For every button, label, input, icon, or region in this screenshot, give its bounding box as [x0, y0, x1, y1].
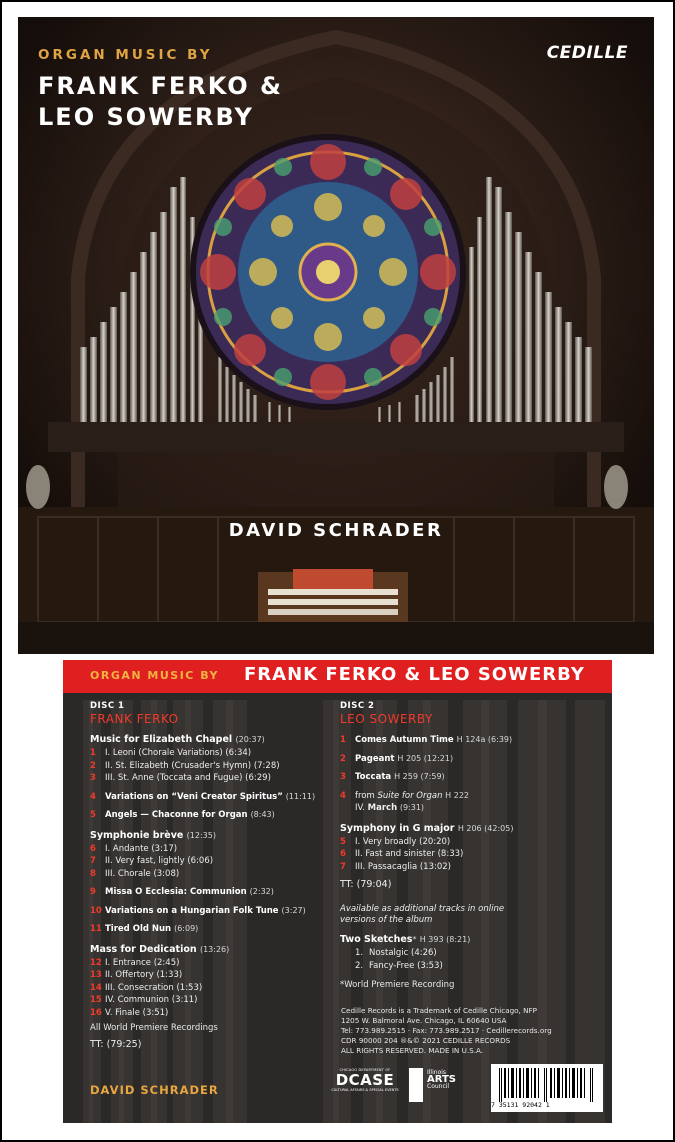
organ-console	[258, 569, 408, 622]
front-composer-line2: LEO SOWERBY	[38, 103, 254, 131]
work-title: Mass for Dedication (13:26)	[90, 943, 230, 955]
disc1-label: DISC 1	[90, 701, 125, 711]
disc1-premiere-note: All World Premiere Recordings	[90, 1023, 218, 1033]
work-title: Symphonie brève (12:35)	[90, 829, 216, 841]
cedille-logo: CEDILLE	[546, 43, 628, 63]
back-banner	[63, 660, 612, 693]
disc1-total-time: TT: (79:25)	[90, 1039, 142, 1050]
track-row: 10 Variations on a Hungarian Folk Tune (3:27)	[90, 905, 306, 916]
track-row: IV. March (9:31)	[355, 803, 425, 813]
back-performer: DAVID SCHRADER	[90, 1083, 219, 1097]
front-performer: DAVID SCHRADER	[228, 520, 444, 541]
track-row: 1 Comes Autumn Time H 124a (6:39)	[340, 735, 513, 745]
banner-series: ORGAN MUSIC BY	[90, 669, 219, 682]
front-series-title: ORGAN MUSIC BY	[38, 47, 213, 63]
track-row: 16 V. Finale (3:51)	[90, 1007, 169, 1018]
barcode-digits: 7 35131 92042 1	[491, 1101, 550, 1109]
track-row: 7 II. Very fast, lightly (6:06)	[90, 856, 214, 866]
extra-tracks-note: Available as additional tracks in online versions of the album	[340, 904, 505, 925]
track-row: 14 III. Consecration (1:53)	[90, 982, 203, 993]
track-row: 7 III. Passacaglia (13:02)	[340, 861, 451, 872]
disc1-composer: FRANK FERKO	[90, 712, 179, 726]
track-row: 5 Angels — Chaconne for Organ (8:43)	[90, 810, 275, 820]
track-row: 1 I. Leoni (Chorale Variations) (6:34)	[90, 748, 252, 758]
track-row: 5 I. Very broadly (20:20)	[340, 836, 451, 847]
disc1-column	[90, 701, 330, 1050]
track-row: 4 from Suite for Organ H 222	[340, 790, 469, 801]
track-row: 15 IV. Communion (3:11)	[90, 995, 198, 1005]
back-cover	[63, 660, 612, 1123]
track-row: 3 Toccata H 259 (7:59)	[340, 772, 445, 782]
front-composers	[38, 71, 283, 133]
front-cover	[18, 17, 654, 654]
track-row: 2 II. St. Elizabeth (Crusader's Hymn) (7:28)	[90, 760, 280, 771]
track-row: 8 III. Chorale (3:08)	[90, 868, 180, 879]
legal-text: Cedille Records is a Trademark of Cedille Chicago, NFP 1205 W. Balmoral Ave. Chicago, IL 60640 USA Tel: 773.989.2515 · Fax: 773.989.2517 · Cedillerecords.org CDR 90000 204 ®&© 2021 CEDILLE RECORDS ALL RIGHTS RESERVED. MADE IN U.S.A.	[341, 1006, 552, 1055]
track-row: 12 I. Entrance (2:45)	[90, 957, 180, 968]
disc2-total-time: TT: (79:04)	[340, 879, 392, 890]
disc2-composer: LEO SOWERBY	[340, 712, 433, 726]
illinois-arts-council-logo: Illinois ARTS Council	[409, 1066, 471, 1106]
track-row: 9 Missa O Ecclesia: Communion (2:32)	[90, 887, 274, 897]
work-title: Two Sketches* H 393 (8:21)	[340, 934, 471, 945]
front-composer-line1: FRANK FERKO &	[38, 72, 283, 100]
track-row: 6 II. Fast and sinister (8:33)	[340, 849, 464, 859]
work-title: Symphony in G major H 206 (42:05)	[340, 822, 514, 834]
track-row: 2 Pageant H 205 (12:21)	[340, 753, 454, 764]
work-title: Music for Elizabeth Chapel (20:37)	[90, 734, 265, 745]
track-row: 6 I. Andante (3:17)	[90, 843, 178, 854]
barcode	[491, 1064, 603, 1112]
barcode-bars	[497, 1068, 597, 1102]
banner-composers: FRANK FERKO & LEO SOWERBY	[244, 664, 585, 685]
world-premiere-note: *World Premiere Recording	[340, 980, 455, 990]
dcase-logo: CHICAGO DEPARTMENT OF DCASE CULTURAL AFFAIRS & SPECIAL EVENTS	[331, 1068, 399, 1092]
track-row: 13 II. Offertory (1:33)	[90, 970, 183, 980]
track-row: 2. Fancy-Free (3:53)	[355, 960, 443, 971]
rose-window	[190, 134, 466, 410]
track-row: 1. Nostalgic (4:26)	[355, 948, 437, 958]
track-row: 3 III. St. Anne (Toccata and Fugue) (6:29)	[90, 773, 271, 783]
disc2-column	[340, 701, 605, 990]
track-row: 11 Tired Old Nun (6:09)	[90, 924, 199, 934]
track-row: 4 Variations on “Veni Creator Spiritus” (11:11)	[90, 791, 316, 802]
disc2-label: DISC 2	[340, 701, 375, 711]
